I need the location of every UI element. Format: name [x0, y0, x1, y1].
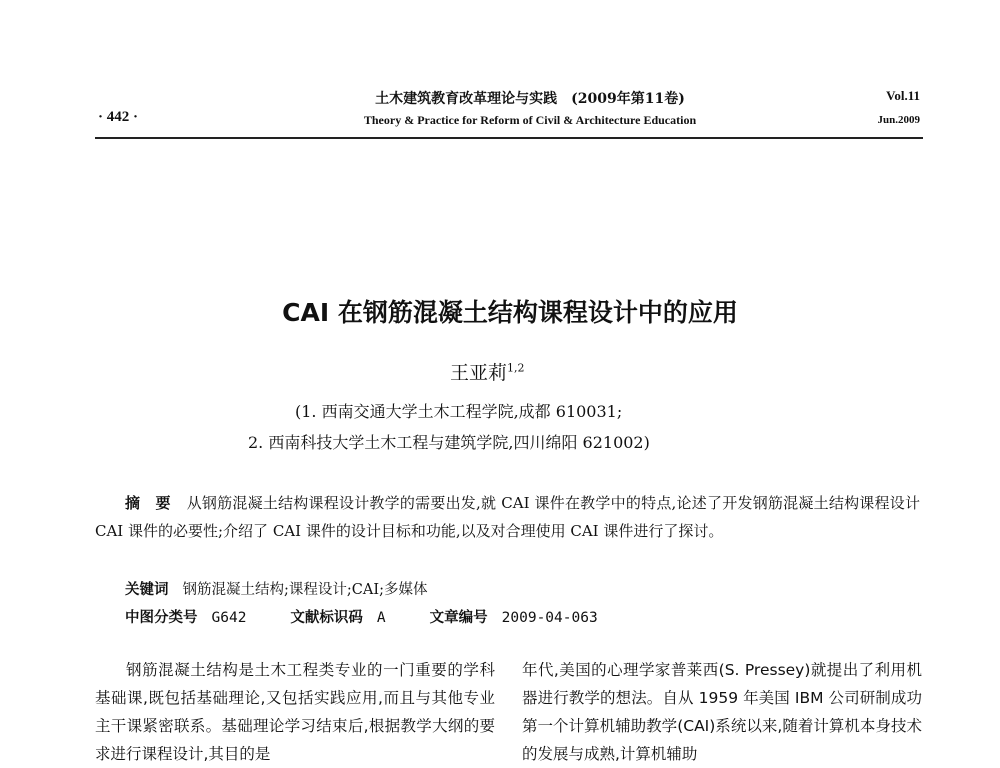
article-number-label: 文章编号 — [429, 610, 488, 626]
abstract — [95, 489, 920, 545]
clc-label: 中图分类号 — [125, 610, 198, 626]
article-title: CAI 在钢筋混凝土结构课程设计中的应用 — [282, 298, 738, 327]
body-column-left: 钢筋混凝土结构是土木工程类专业的一门重要的学科基础课,既包括基础理论,又包括实践应用,而且与其他专业主干课紧密联系。基础理论学习结束后,根据教学大纲的要求进行课程设计,其目的是 — [95, 661, 495, 763]
abstract-label: 摘 要 — [125, 494, 171, 512]
keywords — [125, 578, 427, 599]
clc-value: G642 — [211, 610, 247, 626]
header-rule — [95, 137, 923, 139]
doc-code-value: A — [376, 610, 386, 626]
volume-label: Vol.11 — [886, 88, 920, 103]
journal-title-en: Theory & Practice for Reform of Civil & Architecture Education — [363, 113, 697, 127]
abstract-text: 从钢筋混凝土结构课程设计教学的需要出发,就 CAI 课件在教学中的特点,论述了开发钢筋混凝土结构课程设计 CAI 课件的必要性;介绍了 CAI 课件的设计目标和功能,以及对合理使用 CAI 课件进行了探讨。 — [95, 494, 920, 540]
article-number-value: 2009-04-063 — [501, 610, 598, 626]
author-name: 王亚莉 — [450, 362, 508, 384]
keywords-text: 钢筋混凝土结构;课程设计;CAI;多媒体 — [182, 582, 428, 598]
classification-line — [125, 606, 642, 627]
body-column-right: 年代,美国的心理学家普莱西(S. Pressey)就提出了利用机器进行教学的想法。自从 1959 年美国 IBM 公司研制成功第一个计算机辅助教学(CAI)系统以来,随着计算机本身技术的发展与成熟,计算机辅助 — [522, 661, 922, 763]
author-affiliation-marker: 1,2 — [507, 361, 525, 375]
page-number: · 442 · — [98, 109, 139, 125]
journal-title-cn: 土木建筑教育改革理论与实践 (2009年第11卷) — [375, 91, 685, 107]
doc-code-label: 文献标识码 — [290, 610, 363, 626]
author — [450, 358, 525, 385]
affiliation-2: 2. 西南科技大学土木工程与建筑学院,四川绵阳 621002) — [248, 433, 650, 452]
affiliation-1: (1. 西南交通大学土木工程学院,成都 610031; — [295, 402, 623, 421]
keywords-label: 关键词 — [125, 582, 169, 598]
issue-date: Jun.2009 — [877, 114, 920, 126]
